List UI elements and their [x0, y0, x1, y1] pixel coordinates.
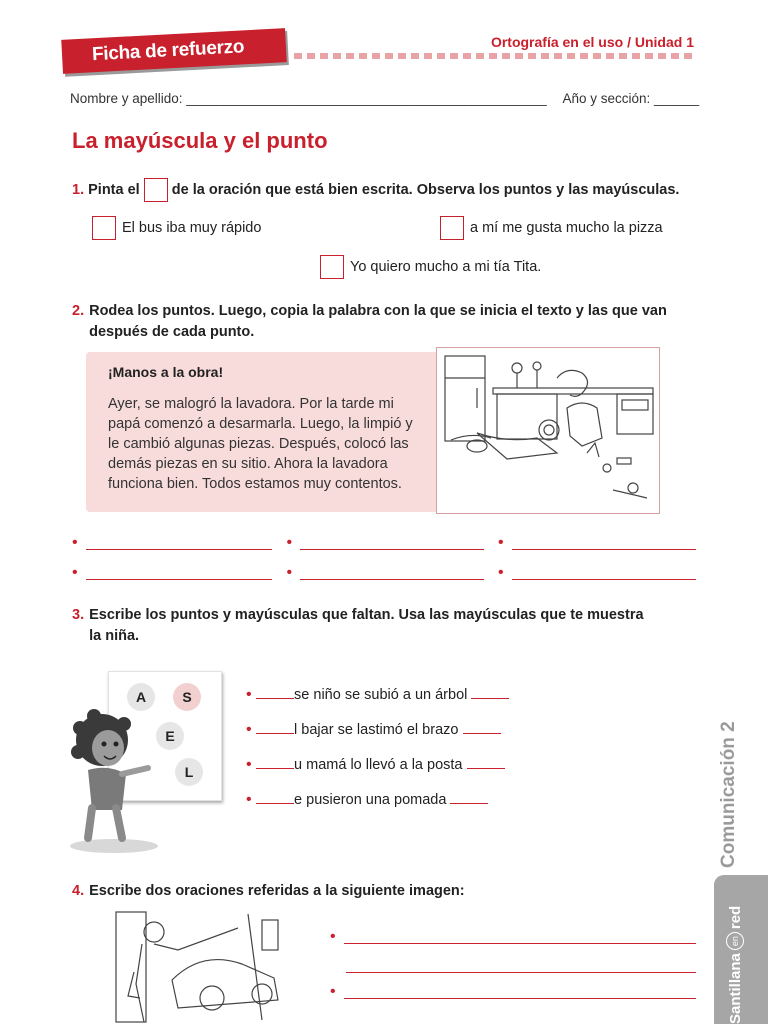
- q2-answer-area: [72, 536, 696, 580]
- blank-end[interactable]: [450, 791, 488, 804]
- subject-label: Comunicación 2: [718, 721, 739, 868]
- answer-line[interactable]: [300, 537, 483, 550]
- q1-option-3-checkbox[interactable]: [320, 255, 344, 279]
- question-4-text: Escribe dos oraciones referidas a la siguiente imagen:: [89, 883, 465, 899]
- bullet-icon: •: [72, 564, 78, 581]
- blank-start[interactable]: [256, 686, 294, 699]
- q2-answer-slot[interactable]: [287, 566, 484, 580]
- blank-end[interactable]: [463, 721, 501, 734]
- q1-option-2-checkbox[interactable]: [440, 216, 464, 240]
- answer-line[interactable]: [344, 931, 696, 944]
- q2-answer-row-1: [72, 536, 696, 550]
- q1-option-3[interactable]: [320, 255, 541, 279]
- name-input-line[interactable]: ________________________________________________: [186, 91, 547, 106]
- q1-option-1-checkbox[interactable]: [92, 216, 116, 240]
- sentence-text: e pusieron una pomada: [294, 792, 447, 808]
- q2-answer-slot[interactable]: [498, 566, 696, 580]
- q2-answer-slot[interactable]: [72, 536, 272, 550]
- girl-illustration: [64, 708, 164, 856]
- q3-sentence-4: [246, 791, 546, 808]
- enred-logo-icon: en: [726, 932, 744, 950]
- question-2-number: 2.: [72, 303, 85, 319]
- q1-option-1-label: El bus iba muy rápido: [122, 220, 262, 236]
- bullet-icon: •: [246, 721, 257, 738]
- q1-option-1[interactable]: [92, 216, 261, 240]
- laundry-illustration: [436, 347, 660, 514]
- letter-e-badge: E: [156, 722, 184, 750]
- bullet-icon: •: [286, 534, 293, 551]
- answer-line[interactable]: [86, 567, 272, 580]
- bullet-icon: •: [330, 983, 336, 1000]
- question-3: [72, 605, 672, 647]
- question-2: [72, 301, 702, 343]
- publisher-name: Santillana: [726, 953, 744, 1024]
- question-3-text: Escribe los puntos y mayúsculas que faltan. Usa las mayúsculas que te muestra la niña.: [89, 607, 644, 644]
- q3-sentences: [246, 686, 546, 808]
- question-1-text-after: de la oración que está bien escrita. Observa los puntos y las mayúsculas.: [171, 181, 680, 198]
- blank-start[interactable]: [256, 791, 294, 804]
- header-dashed-rule: [294, 53, 692, 59]
- question-3-number: 3.: [72, 607, 85, 623]
- q2-answer-slot[interactable]: [287, 536, 484, 550]
- bullet-icon: •: [246, 686, 257, 703]
- answer-line[interactable]: [344, 986, 696, 999]
- bullet-icon: •: [246, 791, 257, 808]
- answer-line[interactable]: [300, 567, 483, 580]
- sentence-text: l bajar se lastimó el brazo: [294, 722, 459, 738]
- reading-paragraph: Ayer, se malogró la lavadora. Por la tarde mi papá comenzó a desarmarla. Luego, la limpió y le cambió algunas piezas. Después, colocó las demás piezas en su sitio. Ahora la lavadora funciona bien. Todos estamos muy contentos.: [108, 396, 413, 492]
- name-section-line: [70, 91, 700, 106]
- section-input-line[interactable]: ______: [654, 91, 700, 106]
- question-1-text-before: Pinta el: [88, 181, 140, 198]
- blank-end[interactable]: [467, 756, 505, 769]
- publisher-label: [726, 906, 744, 1024]
- reading-box-title: ¡Manos a la obra!: [108, 364, 224, 380]
- name-label: Nombre y apellido:: [70, 91, 183, 106]
- sentence-text: u mamá lo llevó a la posta: [294, 757, 463, 773]
- bullet-icon: •: [330, 928, 336, 945]
- q1-option-2-label: a mí me gusta mucho la pizza: [470, 220, 663, 236]
- letter-s-badge: S: [173, 683, 201, 711]
- letter-a-badge: A: [127, 683, 155, 711]
- answer-line[interactable]: [512, 537, 696, 550]
- q1-option-3-label: Yo quiero mucho a mi tía Tita.: [350, 259, 542, 275]
- bullet-icon: •: [498, 564, 504, 581]
- sample-checkbox: [144, 178, 168, 202]
- bullet-icon: •: [246, 756, 257, 773]
- question-1: [72, 178, 702, 202]
- q4-answer-2[interactable]: [330, 985, 696, 999]
- sentence-text: se niño se subió a un árbol: [294, 687, 468, 703]
- page-title: La mayúscula y el punto: [72, 128, 328, 153]
- question-4: [72, 881, 672, 902]
- answer-line[interactable]: [86, 537, 272, 550]
- answer-line[interactable]: [512, 567, 696, 580]
- unit-label: Ortografía en el uso / Unidad 1: [490, 34, 694, 50]
- q3-sentence-1: [246, 686, 546, 703]
- bullet-icon: •: [498, 534, 504, 551]
- letter-l-badge: L: [175, 758, 203, 786]
- question-1-number: 1.: [72, 181, 85, 198]
- question-2-text: Rodea los puntos. Luego, copia la palabra con la que se inicia el texto y las que van después de cada punto.: [89, 303, 667, 340]
- question-4-number: 4.: [72, 883, 85, 899]
- q2-answer-slot[interactable]: [72, 566, 272, 580]
- q2-answer-slot[interactable]: [498, 536, 696, 550]
- q4-answer-area: [330, 930, 696, 999]
- q4-answer-1[interactable]: [330, 930, 696, 944]
- q3-sentence-2: [246, 721, 546, 738]
- q2-answer-row-2: [72, 566, 696, 580]
- blank-start[interactable]: [256, 721, 294, 734]
- banner-label: Ficha de refuerzo: [91, 36, 245, 66]
- bullet-icon: •: [72, 534, 78, 551]
- blank-end[interactable]: [471, 686, 509, 699]
- answer-line[interactable]: [346, 960, 696, 973]
- q1-option-2[interactable]: [440, 216, 663, 240]
- worksheet-banner: [61, 28, 286, 74]
- bullet-icon: •: [286, 564, 293, 581]
- publisher-logo-word: red: [726, 905, 744, 930]
- blank-start[interactable]: [256, 756, 294, 769]
- q3-sentence-3: [246, 756, 546, 773]
- section-label: Año y sección:: [562, 91, 651, 106]
- car-illustration: [112, 910, 282, 1024]
